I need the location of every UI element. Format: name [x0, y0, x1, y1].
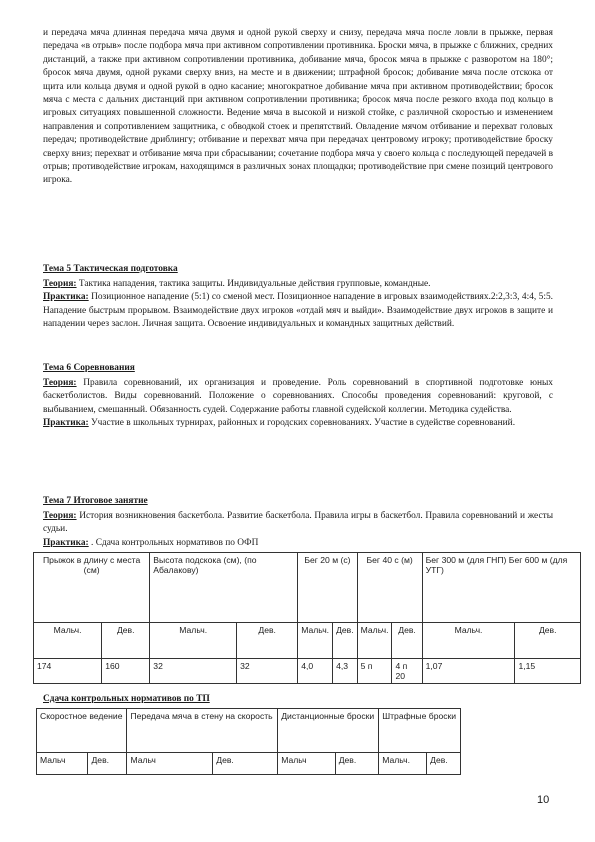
table-cell: Дев.	[88, 753, 127, 775]
table-cell: 4 п 20	[392, 659, 422, 684]
topic5-theory-label: Теория:	[43, 279, 77, 289]
table-cell: Дев.	[237, 623, 298, 659]
table-header-cell: Бег 40 с (м)	[357, 553, 422, 623]
table-cell: Мальч	[37, 753, 88, 775]
topic6-heading: Тема 6 Соревнования	[43, 363, 135, 373]
ofp-norms-table	[33, 552, 581, 684]
topic5-practice-label: Практика:	[43, 292, 89, 303]
tp-table-title: Сдача контрольных нормативов по ТП	[43, 694, 210, 704]
tp-norms-table	[36, 708, 461, 775]
topic6-practice-label: Практика:	[43, 418, 89, 429]
table-header-cell: Бег 20 м (с)	[298, 553, 357, 623]
table-cell: Дев.	[333, 623, 358, 659]
table-cell: Мальч.	[150, 623, 237, 659]
topic5-practice-text: Позиционное нападение (5:1) со сменой мест. Позиционное нападение в игровых взаимодействиях.2:2,3:3, 4:4, 5:5. Нападение быстрым прорывом. Взаимодействие двух игроков «отдай мяч и выйди». Взаимодействие двух игроков в защите и нападении через заслон. Личная защита. Освоение индивидуальных и командных защитных действий.	[43, 292, 553, 330]
table-header-cell: Бег 300 м (для ГНП) Бег 600 м (для УТГ)	[422, 553, 580, 623]
table-cell: Дев.	[102, 623, 150, 659]
topic7-practice-label: Практика:	[43, 537, 89, 548]
page-number: 10	[537, 794, 550, 806]
topic7-body	[43, 510, 553, 550]
table-header-cell: Скоростное ведение	[37, 709, 127, 753]
intro-paragraph: и передача мяча длинная передача мяча двумя и одной рукой сверху и снизу, передача мяча после ловли в прыжке, первая передача «в отрыв» после подбора мяча при активном сопротивлении противника. Броски мяча, в прыжке с ближних, средних дистанций, а также при активном сопротивлении противника, добивание мяча, бросок мяча в прыжке с разворотом на 180°; бросок мяча двумя, одной руками сверху вниз, на месте и в движении; штрафной бросок; добивание мяча после отскока от щита или кольца двумя и одной рукой в одно касание; многократное добивание мяча при активном противодействии; бросок мяча с места с дальних дистанций при активном сопротивлении противника; бросок мяча после резкого входа под кольцо в игровых ситуациях повышенной сложности. Ведение мяча в высокой и низкой стойке, с различной скоростью и изменением направления и сопротивлением защитника, с обводкой стоек и препятствий. Овладение мячом отбивание и перехват головых передач; противодействие дриблингу; отбивание и перехват мяча при передачах центровому игроку; противодействие броску сверху вниз; перехват и отбивание мяча при сбрасывании; сочетание подбора мяча у своего кольца с последующей передачей в отрыв; противодействие игрокам, находящимся в различных зонах площадки; противодействие при смене позиций центрового игрока.	[43, 28, 553, 186]
topic6-theory-label: Теория:	[43, 378, 77, 388]
table-cell: Дев.	[335, 753, 379, 775]
table-cell: Дев.	[515, 623, 581, 659]
table-header-cell: Дистанционные броски	[278, 709, 379, 753]
table-header-cell: Штрафные броски	[379, 709, 461, 753]
table-cell: Мальч	[278, 753, 335, 775]
topic7-theory-text: История возникновения баскетбола. Развитие баскетбола. Правила игры в баскетбол. Правила соревнований и жесты судьи.	[43, 511, 553, 535]
topic6-practice-text: Участие в школьных турнирах, районных и городских соревнованиях. Участие в судействе соревнований.	[88, 418, 516, 429]
topic6-body	[43, 377, 553, 431]
table-header-cell: Передача мяча в стену на скорость	[127, 709, 278, 753]
topic7-theory-label: Теория:	[43, 511, 77, 521]
table-cell: Мальч.	[357, 623, 392, 659]
table-cell: Мальч.	[34, 623, 102, 659]
topic5-heading: Тема 5 Тактическая подготовка	[43, 264, 178, 274]
table-cell: Мальч.	[298, 623, 333, 659]
table-cell: Мальч	[127, 753, 213, 775]
table-cell: 160	[102, 659, 150, 684]
table-cell: 1,15	[515, 659, 581, 684]
table-cell: 4,0	[298, 659, 333, 684]
topic5-body	[43, 278, 553, 332]
table-cell: Мальч.	[379, 753, 427, 775]
table-cell: Дев.	[427, 753, 461, 775]
topic7-heading: Тема 7 Итоговое занятие	[43, 496, 148, 506]
table-header-row	[37, 709, 461, 753]
table-cell: Дев.	[213, 753, 278, 775]
table-header-row	[34, 553, 581, 623]
table-header-cell: Высота подскока (см), (по Абалакову)	[150, 553, 298, 623]
table-header-cell: Прыжок в длину с места (см)	[34, 553, 150, 623]
table-cell: 32	[237, 659, 298, 684]
table-cell: 5 п	[357, 659, 392, 684]
table-subheader-row	[37, 753, 461, 775]
table-cell: Мальч.	[422, 623, 515, 659]
table-cell: 32	[150, 659, 237, 684]
topic6-theory-text: Правила соревнований, их организация и проведение. Роль соревнований в спортивной подготовке юных баскетболистов. Виды соревнований. Положение о соревнованиях. Способы проведения соревнований: круговой, с выбыванием, смешанный. Обязанность судей. Содержание работы главной судейской коллегии. Методика судейства.	[43, 378, 553, 415]
topic7-practice-text: . Сдача контрольных нормативов по ОФП	[88, 537, 259, 548]
table-subheader-row	[34, 623, 581, 659]
table-cell: 4,3	[333, 659, 358, 684]
topic5-theory-text: Тактика нападения, тактика защиты. Индивидуальные действия групповые, командные.	[76, 279, 431, 289]
table-cell: Дев.	[392, 623, 422, 659]
table-cell: 1,07	[422, 659, 515, 684]
table-row	[34, 659, 581, 684]
table-cell: 174	[34, 659, 102, 684]
